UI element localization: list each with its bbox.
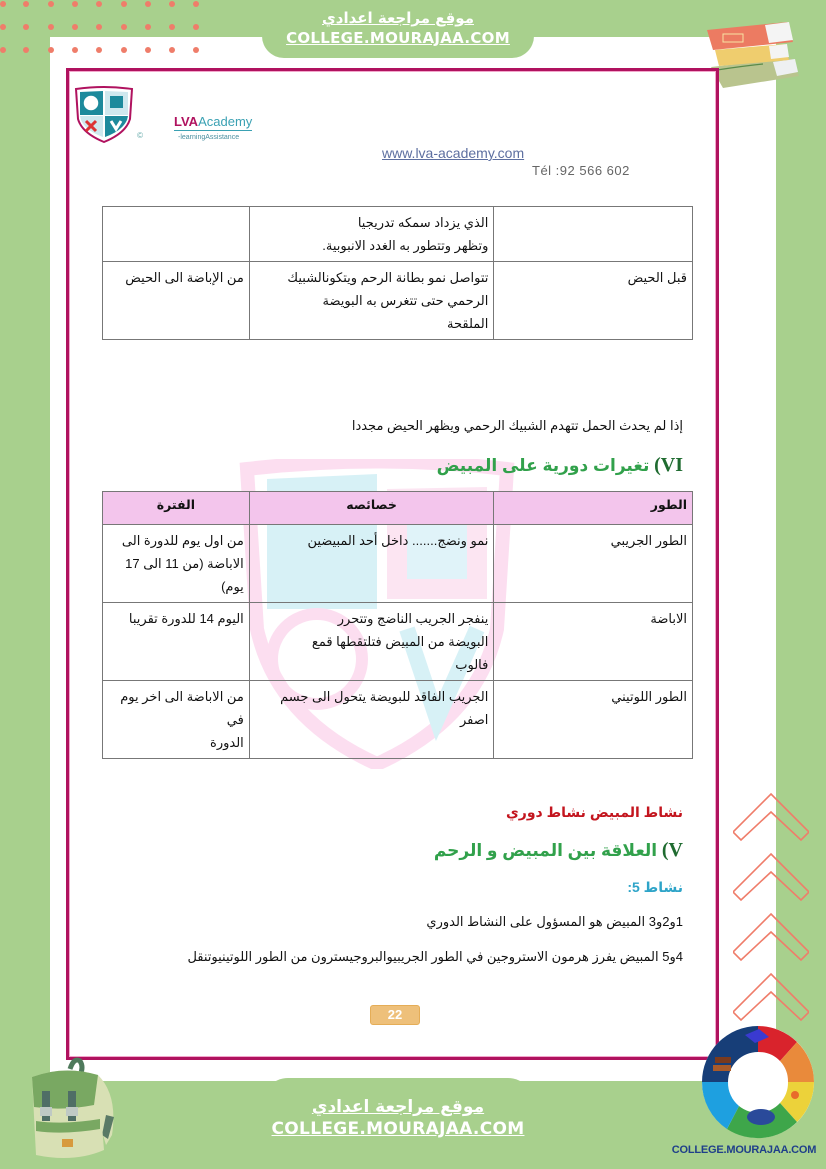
traits-cell bbox=[249, 207, 494, 262]
period-cell: من الإباضة الى الحيض bbox=[103, 262, 250, 340]
uterus-cycle-table bbox=[102, 206, 693, 340]
traits-line: الملقحة bbox=[447, 316, 489, 331]
top-site-banner[interactable] bbox=[262, 0, 534, 58]
activity-line-2: 4و5 المبيض يفرز هرمون الاستروجين في الطور الجريبيوالبروجيسترون من الطور اللوتينيوتنقل bbox=[187, 949, 683, 964]
header-period: الفترة bbox=[103, 492, 250, 525]
activity-label: نشاط 5: bbox=[627, 879, 683, 895]
header-traits: خصائصه bbox=[249, 492, 494, 525]
section-5-heading bbox=[434, 839, 683, 862]
section-title: تغيرات دورية على المبيض bbox=[436, 456, 650, 475]
decorative-dots bbox=[0, 0, 220, 56]
period-line: اليوم 14 للدورة تقريبا bbox=[128, 611, 244, 626]
backpack-icon bbox=[14, 1055, 114, 1165]
ovary-cycle-table bbox=[102, 491, 693, 759]
traits-line: فالوب bbox=[455, 657, 489, 672]
brand-name-rest: Academy bbox=[198, 114, 253, 129]
copyright-mark: © bbox=[137, 131, 143, 140]
phase-cell: قبل الحيض bbox=[494, 262, 693, 340]
phase-cell: الطور الجريبي bbox=[494, 525, 693, 603]
table-header-row bbox=[103, 492, 693, 525]
traits-line: الذي يزداد سمكه تدريجيا bbox=[357, 215, 489, 230]
brand-name bbox=[174, 114, 252, 131]
header-phase: الطور bbox=[494, 492, 693, 525]
traits-cell bbox=[249, 262, 494, 340]
period-line: من اول يوم للدورة الى bbox=[121, 533, 244, 548]
phase-cell bbox=[494, 207, 693, 262]
traits-line: الجريب الفاقد للبويضة يتحول الى جسم bbox=[280, 689, 489, 704]
table-row bbox=[103, 525, 693, 603]
section-6-heading bbox=[437, 454, 683, 477]
section-number: VI) bbox=[654, 454, 683, 476]
traits-cell bbox=[249, 681, 494, 759]
period-cell bbox=[103, 525, 250, 603]
wheel-site-label[interactable]: COLLEGE.MOURAJAA.COM bbox=[671, 1144, 817, 1156]
ovary-activity-heading: نشاط المبيض نشاط دوري bbox=[505, 804, 683, 820]
traits-line: وتظهر وتتطور به الغدد الانبوبية. bbox=[322, 238, 489, 253]
paragraph-no-pregnancy: إذا لم يحدث الحمل تتهدم الشبيك الرحمي ويظهر الحيض مجددا bbox=[351, 418, 683, 433]
banner-arabic-title[interactable]: موقع مراجعة اعدادي bbox=[322, 9, 474, 27]
phase-cell: الاباضة bbox=[494, 603, 693, 681]
traits-cell bbox=[249, 525, 494, 603]
table-row bbox=[103, 603, 693, 681]
banner-site-link[interactable]: COLLEGE.MOURAJAA.COM bbox=[286, 29, 510, 47]
banner-site-link[interactable]: COLLEGE.MOURAJAA.COM bbox=[271, 1119, 525, 1139]
traits-line: ينفجر الجريب الناضج وتتحرر bbox=[337, 611, 489, 626]
traits-line: البويضة من المبيض فتلتقطها قمع bbox=[311, 634, 489, 649]
traits-line: اصفر bbox=[459, 712, 489, 727]
table-row bbox=[103, 681, 693, 759]
banner-arabic-title[interactable]: موقع مراجعة اعدادي bbox=[311, 1097, 485, 1117]
chevron-up-decoration-icon bbox=[733, 792, 809, 1037]
lva-academy-logo-icon bbox=[74, 85, 134, 143]
traits-line: نمو ونضج....... داخل أحد المبيضين bbox=[307, 533, 489, 548]
brand-block bbox=[174, 114, 252, 141]
traits-line: تتواصل نمو بطانة الرحم ويتكونالشبيك bbox=[287, 270, 489, 285]
phone-number: Tél :92 566 602 bbox=[532, 163, 630, 178]
brand-name-bold: LVA bbox=[174, 114, 199, 129]
period-line: الاباضة (من 11 الى 17 يوم) bbox=[125, 556, 244, 594]
period-cell bbox=[103, 207, 250, 262]
brand-tagline: -learningAssistance bbox=[178, 134, 240, 141]
period-line: الدورة bbox=[210, 735, 244, 750]
period-cell bbox=[103, 681, 250, 759]
period-cell bbox=[103, 603, 250, 681]
table-row bbox=[103, 262, 693, 340]
document-page bbox=[66, 68, 719, 1060]
section-number: V) bbox=[661, 839, 683, 861]
page-number-badge: 22 bbox=[370, 1005, 420, 1025]
activity-line-1: 1و2و3 المبيض هو المسؤول على النشاط الدوري bbox=[426, 914, 683, 929]
period-line: من الاباضة الى اخر يوم في bbox=[120, 689, 244, 727]
table-row bbox=[103, 207, 693, 262]
website-link[interactable]: www.lva-academy.com bbox=[382, 145, 525, 161]
section-title: العلاقة بين المبيض و الرحم bbox=[433, 841, 658, 860]
traits-cell bbox=[249, 603, 494, 681]
phase-cell: الطور اللوتيني bbox=[494, 681, 693, 759]
traits-line: الرحمي حتى تتغرس به البويضة bbox=[322, 293, 489, 308]
bottom-site-banner[interactable] bbox=[262, 1078, 534, 1169]
subjects-wheel-logo-icon bbox=[697, 1021, 819, 1143]
